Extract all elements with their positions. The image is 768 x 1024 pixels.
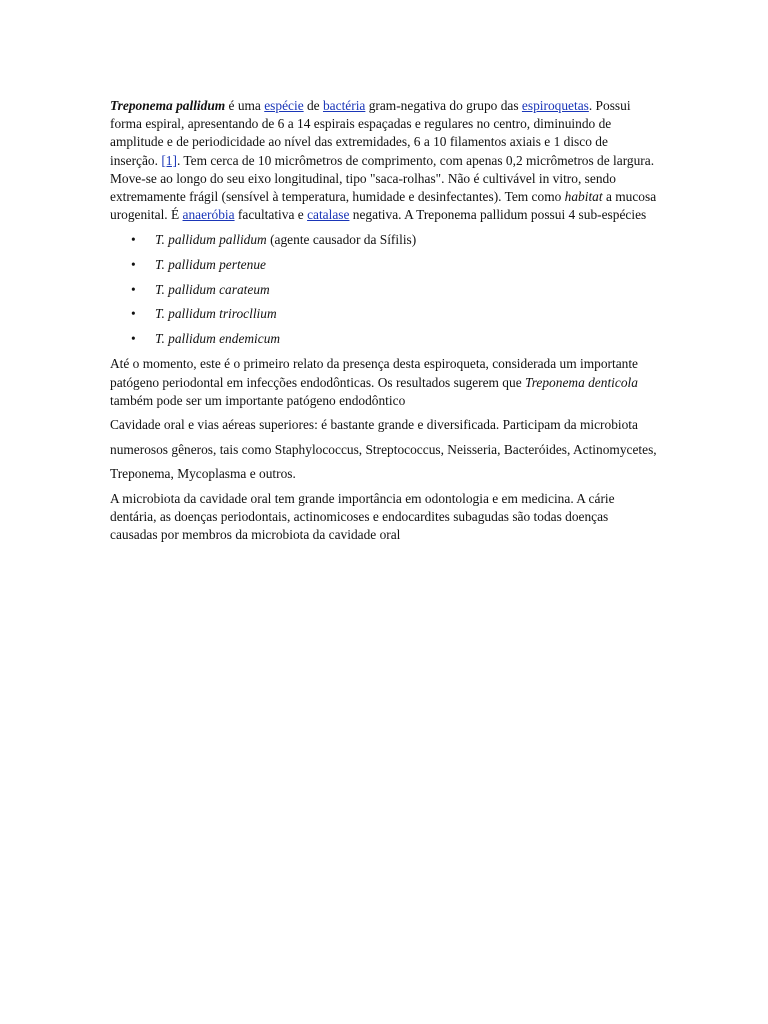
subspecies-name: T. pallidum carateum	[155, 281, 270, 297]
subspecies-list	[110, 228, 658, 351]
subspecies-name: T. pallidum pertenue	[155, 257, 266, 273]
list-item	[110, 228, 658, 253]
link-reference-1[interactable]: [1]	[161, 152, 177, 168]
species-term: Treponema denticola	[525, 374, 638, 390]
subspecies-name: T. pallidum pallidum	[155, 232, 267, 248]
bullet-icon: •	[131, 281, 136, 297]
list-item	[110, 278, 658, 303]
text-run: . Possui forma espiral, apresentando de 6 a 14 espirais espaçadas e regulares no centro, diminuindo de amplitude e de periodicidade ao nível das extremidades, 6 a 10 filamentos axiais e 1 disco de inserção.	[110, 98, 631, 168]
oral-cavity-paragraph: Cavidade oral e vias aéreas superiores: é bastante grande e diversificada. Participam da microbiota numerosos gêneros, tais como Staphylococcus, Streptococcus, Neisseria, Bacteróides, Actinomycetes, Treponema, Mycoplasma e outros.	[110, 417, 657, 481]
link-espiroquetas[interactable]: espiroquetas	[521, 98, 589, 113]
bullet-icon: •	[131, 330, 136, 346]
subspecies-note: (agente causador da Sífilis)	[266, 232, 417, 248]
text-run: gram-negativa do grupo das	[365, 98, 522, 113]
text-run: de	[303, 98, 323, 113]
species-term: Treponema pallidum	[110, 98, 226, 113]
list-item	[110, 327, 658, 352]
microbiota-paragraph: A microbiota da cavidade oral tem grande importância em odontologia e em medicina. A cárie dentária, as doenças periodontais, actinomicoses e endocardites subagudas são todas doenças causadas por membros da microbiota da cavidade oral	[110, 490, 615, 542]
document-body	[110, 97, 658, 544]
intro-paragraph	[110, 97, 658, 224]
text-run: também pode ser um importante patógeno endodôntico	[110, 392, 406, 408]
endodontic-paragraph	[110, 355, 658, 410]
subspecies-name: T. pallidum trirocllium	[155, 306, 277, 322]
text-run: facultativa e	[234, 207, 308, 223]
text-run: a mucosa urogenital. É	[110, 189, 657, 223]
bullet-icon: •	[131, 306, 136, 322]
text-run: . Tem cerca de 10 micrômetros de comprimento, com apenas 0,2 micrômetros de largura. Move-se ao longo do seu eixo longitudinal, tipo "saca-rolhas". Não é cultivável in vitro, sendo extremamente frágil (sensível à temperatura, humidade e desinfectantes). Tem como	[110, 152, 655, 205]
habitat-term: habitat	[564, 189, 603, 205]
list-item	[110, 253, 658, 278]
link-anaerobia[interactable]: anaeróbia	[182, 207, 235, 223]
bullet-icon: •	[131, 232, 136, 248]
text-run: Até o momento, este é o primeiro relato da presença desta espiroqueta, considerada um importante patógeno periodontal em infecções endodônticas. Os resultados sugerem que	[110, 356, 638, 390]
link-catalase[interactable]: catalase	[307, 207, 350, 223]
link-especie[interactable]: espécie	[264, 98, 304, 113]
text-run: é uma	[225, 98, 265, 113]
text-run: negativa. A Treponema pallidum possui 4 sub-espécies	[349, 207, 647, 223]
link-bacteria[interactable]: bactéria	[322, 98, 366, 113]
bullet-icon: •	[131, 257, 136, 273]
list-item	[110, 302, 658, 327]
subspecies-name: T. pallidum endemicum	[155, 330, 281, 346]
